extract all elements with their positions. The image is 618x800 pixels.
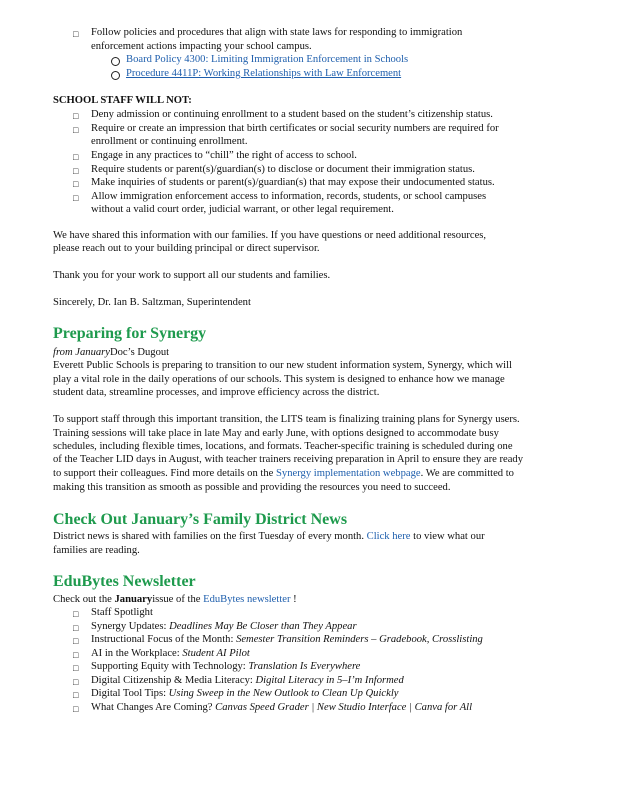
synergy-p1-line: play a vital role in the daily operations of our schools. This system is designed to enhance how we manage	[53, 374, 505, 385]
edubytes-item-label: AI in the Workplace:	[91, 648, 183, 659]
edubytes-item-label: Digital Citizenship & Media Literacy:	[91, 675, 256, 686]
edubytes-item-label: Supporting Equity with Technology:	[91, 661, 249, 672]
intro-bullet-line2: enforcement actions impacting your school campus.	[91, 41, 312, 52]
edubytes-heading: EduBytes Newsletter	[53, 573, 196, 590]
synergy-p2-line5	[53, 467, 514, 481]
bullet-icon: □	[73, 704, 79, 714]
synergy-webpage-link[interactable]: Synergy implementation webpage	[276, 468, 421, 479]
edubytes-item-title: Translation Is Everywhere	[248, 661, 361, 672]
circle-bullet-icon	[111, 71, 120, 80]
family-news-heading: Check Out January’s Family District News	[53, 511, 348, 528]
bullet-icon: □	[73, 179, 79, 189]
bullet-icon: □	[73, 636, 79, 646]
synergy-p2-line: of the Teacher LID days in August, with teacher trainers receiving preparation in April to ensure they are ready	[53, 454, 524, 465]
family-news-line1	[53, 530, 485, 544]
closing-p1-line1: We have shared this information with our families. If you have questions or need additional resources,	[53, 230, 487, 241]
bullet-icon: □	[73, 677, 79, 687]
edubytes-item	[91, 687, 398, 701]
list-item: Require students or parent(s)/guardian(s) to disclose or document their immigration status.	[91, 164, 475, 175]
intro-bullet-line1: Follow policies and procedures that align with state laws for responding to immigration	[91, 27, 463, 38]
edubytes-item-title: Student AI Pilot	[182, 648, 250, 659]
edubytes-item	[91, 660, 360, 674]
synergy-source-italic: from January	[53, 347, 110, 358]
edubytes-item	[91, 620, 357, 634]
edubytes-item-title: Digital Literacy in 5–I’m Informed	[255, 675, 404, 686]
synergy-heading: Preparing for Synergy	[53, 325, 207, 342]
edubytes-item	[91, 674, 404, 688]
edubytes-item-label: Synergy Updates:	[91, 621, 170, 632]
edubytes-item-title: Deadlines May Be Closer than They Appear	[169, 621, 357, 632]
staff-will-not-heading: SCHOOL STAFF WILL NOT:	[53, 95, 192, 106]
list-item: Require or create an impression that birth certificates or social security numbers are required for	[91, 123, 499, 134]
synergy-p2-pre: to support their colleagues. Find more details on the	[53, 468, 274, 479]
synergy-p1-line: Everett Public Schools is preparing to transition to our new student information system, Synergy, which will	[53, 360, 513, 371]
bullet-icon: □	[73, 623, 79, 633]
edubytes-item-label: Instructional Focus of the Month:	[91, 634, 237, 645]
synergy-p2-line: making this transition as smooth as possible and providing the resources you need to succeed.	[53, 482, 451, 493]
synergy-p1-line: student data, streamline processes, and improve efficiency across the district.	[53, 387, 380, 398]
circle-bullet-icon	[111, 57, 120, 66]
family-news-pre: District news is shared with families on the first Tuesday of every month.	[53, 531, 364, 542]
edubytes-item	[91, 633, 483, 647]
bullet-icon: □	[73, 650, 79, 660]
edubytes-item-label: What Changes Are Coming?	[91, 702, 216, 713]
synergy-p2-line: Training sessions will take place in late May and early June, with options designed to accommodate busy	[53, 428, 499, 439]
edubytes-intro-mid: issue of the	[152, 594, 201, 605]
list-item-cont: without a valid court order, judicial warrant, or other legal requirement.	[91, 204, 394, 215]
synergy-p2-post: . We are committed to	[420, 468, 514, 479]
edubytes-item-label: Digital Tool Tips:	[91, 688, 169, 699]
edubytes-item-title: Using Sweep in the New Outlook to Clean Up Quickly	[168, 688, 399, 699]
edubytes-item-label: Staff Spotlight	[91, 607, 153, 618]
signature: Sincerely, Dr. Ian B. Saltzman, Superintendent	[53, 297, 251, 308]
edubytes-intro	[53, 593, 297, 607]
list-item-cont: enrollment or continuing enrollment.	[91, 136, 248, 147]
family-news-post: to view what our	[413, 531, 485, 542]
synergy-source-rest: Doc’s Dugout	[109, 347, 170, 358]
list-item: Allow immigration enforcement access to information, records, students, or school campuses	[91, 191, 487, 202]
list-item: Deny admission or continuing enrollment to a student based on the student’s citizenship status.	[91, 109, 493, 120]
edubytes-newsletter-link[interactable]: EduBytes newsletter	[203, 594, 291, 605]
bullet-icon: □	[73, 29, 79, 39]
edubytes-intro-pre: Check out the	[53, 594, 112, 605]
bullet-icon: □	[73, 166, 79, 176]
bullet-icon: □	[73, 193, 79, 203]
edubytes-item-title: Semester Transition Reminders – Gradebook, Crosslisting	[236, 634, 483, 645]
edubytes-item	[91, 647, 250, 661]
family-news-line2: families are reading.	[53, 545, 140, 556]
edubytes-item-title: Canvas Speed Grader | New Studio Interface | Canva for All	[215, 702, 473, 713]
edubytes-intro-post: !	[293, 594, 297, 605]
click-here-link[interactable]: Click here	[366, 531, 411, 542]
bullet-icon: □	[73, 152, 79, 162]
list-item: Engage in any practices to “chill” the right of access to school.	[91, 150, 357, 161]
bullet-icon: □	[73, 609, 79, 619]
synergy-p2-line: To support staff through this important transition, the LITS team is finalizing training plans for Synergy users.	[53, 414, 520, 425]
edubytes-item	[91, 701, 472, 715]
synergy-p2-line: schedules, including flexible times, locations, and formats. Teacher-specific training is scheduled during one	[53, 441, 513, 452]
bullet-icon: □	[73, 111, 79, 121]
bullet-icon: □	[73, 663, 79, 673]
bullet-icon: □	[73, 125, 79, 135]
board-policy-link[interactable]: Board Policy 4300: Limiting Immigration Enforcement in Schools	[126, 54, 409, 65]
closing-p2: Thank you for your work to support all our students and families.	[53, 270, 331, 281]
list-item: Make inquiries of students or parent(s)/guardian(s) that may expose their undocumented status.	[91, 177, 495, 188]
bullet-icon: □	[73, 690, 79, 700]
procedure-link[interactable]: Procedure 4411P: Working Relationships with Law Enforcement	[126, 68, 402, 79]
edubytes-intro-month: January	[114, 594, 153, 605]
synergy-source	[53, 346, 169, 360]
edubytes-item	[91, 606, 153, 620]
closing-p1-line2: please reach out to your building principal or direct supervisor.	[53, 243, 320, 254]
